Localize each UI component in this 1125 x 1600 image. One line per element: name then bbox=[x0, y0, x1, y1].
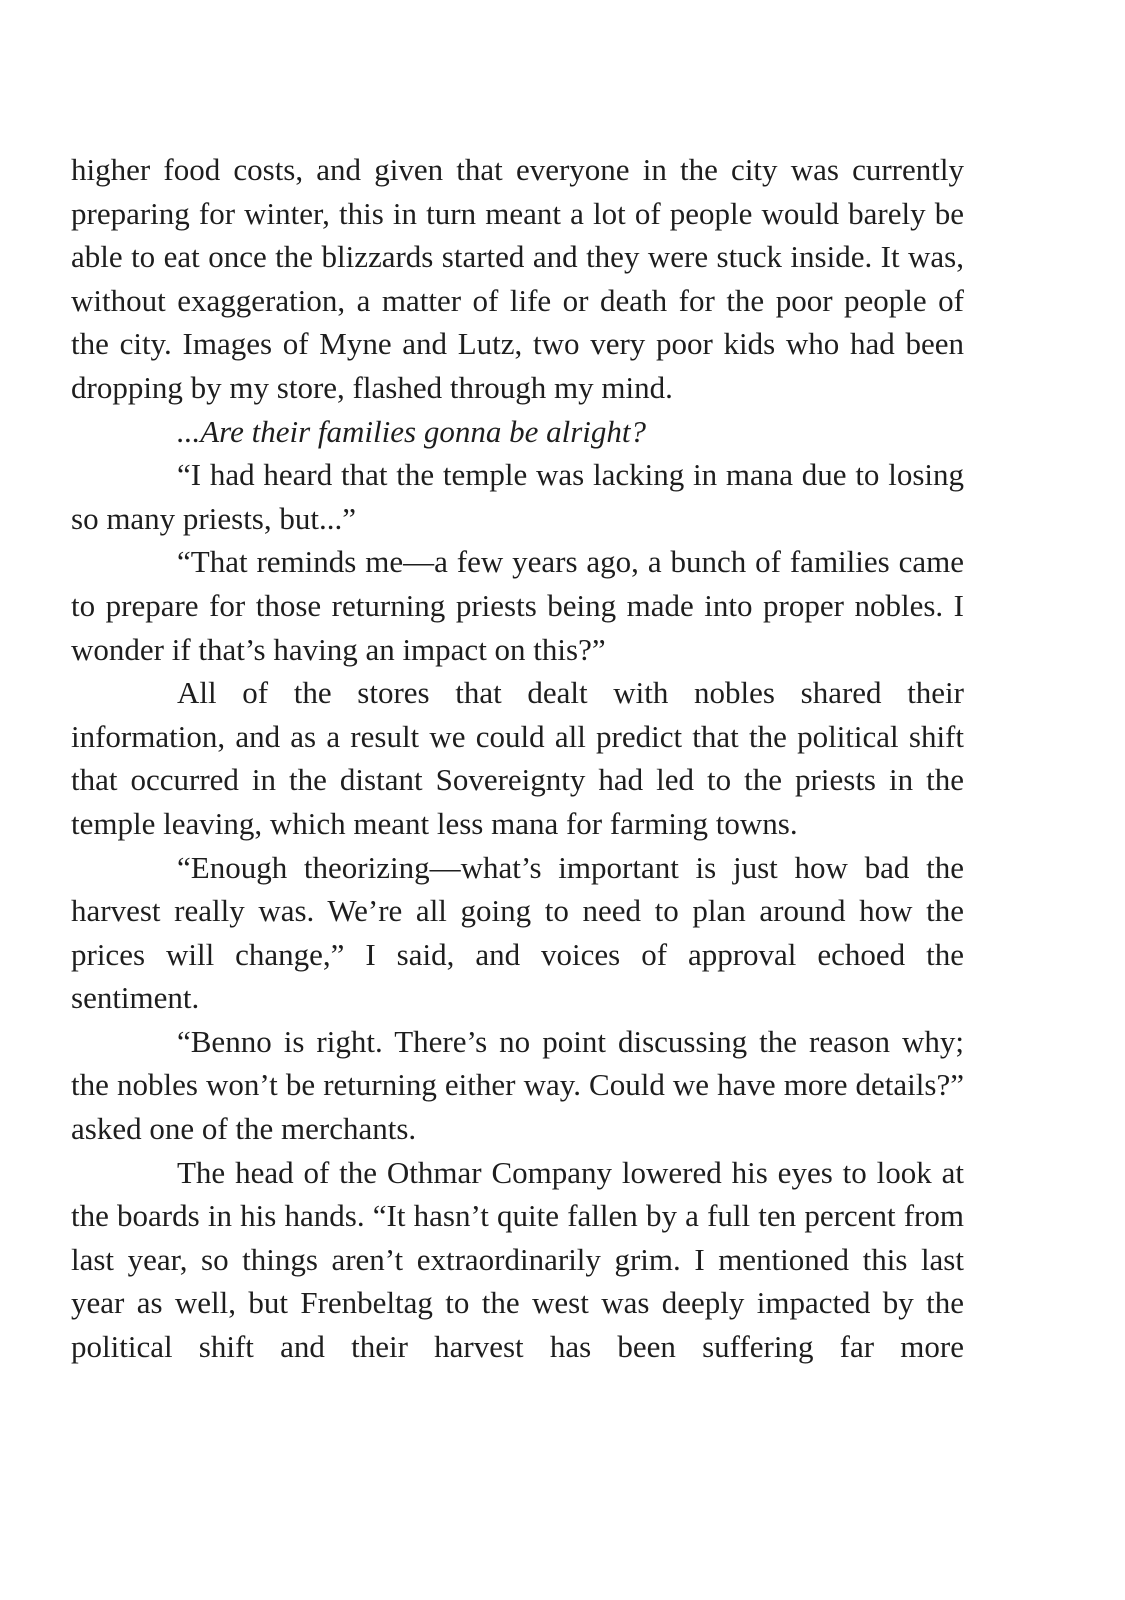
paragraph-continued: higher food costs, and given that everyone in the city was currently preparing for winter, this in turn meant a lot of people would barely be able to eat once the blizzards started and they were stuck inside. It was, without exaggeration, a matter of life or death for the poor people of the city. Images of Myne and Lutz, two very poor kids who had been dropping by my store, flashed through my mind. bbox=[71, 152, 964, 405]
paragraph-dialogue-temple: “I had heard that the temple was lacking in mana due to losing so many priests, but...” bbox=[71, 457, 964, 536]
paragraph-inner-thought: ...Are their families gonna be alright? bbox=[177, 413, 646, 449]
paragraph-dialogue-merchant: “Benno is right. There’s no point discussing the reason why; the nobles won’t be returning either way. Could we have more details?” asked one of the merchants. bbox=[71, 1023, 964, 1147]
paragraph-narration-stores: All of the stores that dealt with nobles shared their information, and as a result we could all predict that the political shift that occurred in the distant Sovereignty had led to the priests in the temple leaving, which meant less mana for farming towns. bbox=[71, 675, 964, 841]
paragraph-othmar-company: The head of the Othmar Company lowered his eyes to look at the boards in his hands. “It hasn’t quite fallen by a full ten percent from last year, so things aren’t extraordinarily grim. I mentioned this last year as well, but Frenbeltag to the west was deeply impacted by the political shift and their harvest has been suffering far more bbox=[71, 1154, 964, 1365]
paragraph-dialogue-families: “That reminds me—a few years ago, a bunch of families came to prepare for those returning priests being made into proper nobles. I wonder if that’s having an impact on this?” bbox=[71, 544, 964, 667]
page-body-text bbox=[71, 148, 964, 1369]
paragraph-dialogue-benno: “Enough theorizing—what’s important is just how bad the harvest really was. We’re all going to need to plan around how the prices will change,” I said, and voices of approval echoed the sentiment. bbox=[71, 849, 964, 1016]
